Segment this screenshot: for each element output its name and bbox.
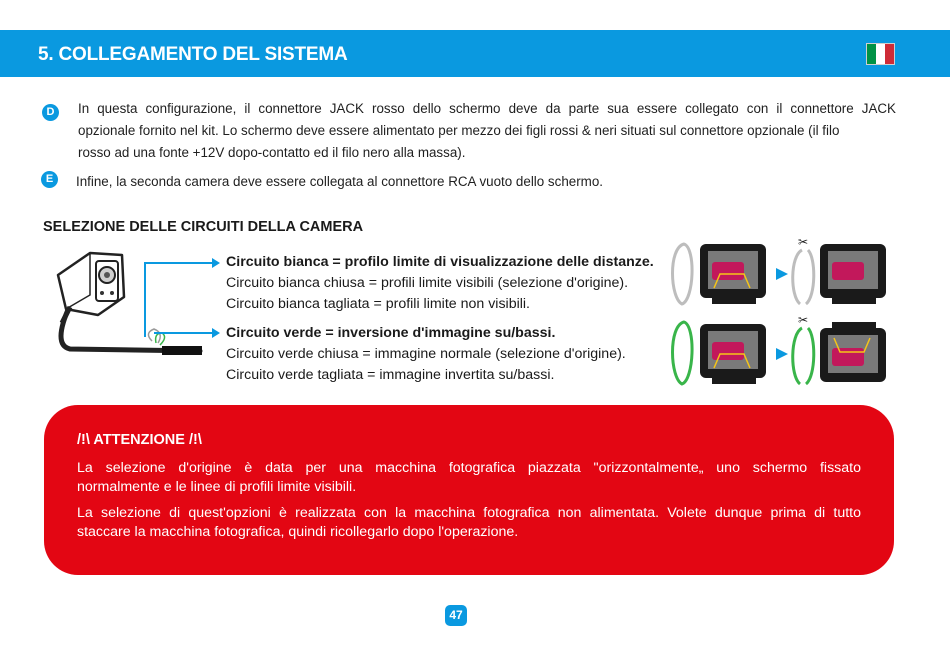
page-title: 5. COLLEGAMENTO DEL SISTEMA — [38, 44, 348, 65]
white-circuit-diagram — [668, 235, 898, 310]
step-d-badge: D — [42, 104, 59, 121]
white-circuit-cut: Circuito bianca tagliata = profili limite non visibili. — [226, 296, 530, 312]
warning-line: La selezione d'origine è data per una macchina fotografica piazzata "orizzontalmente„ uno schermo fissato — [77, 460, 861, 476]
warning-line: La selezione di quest'opzioni è realizzata con la macchina fotografica non alimentata. Volete dunque prima di tutto — [77, 505, 861, 521]
green-circuit-diagram — [668, 314, 898, 390]
warning-line: normalmente e le linee di profili limite visibili. — [77, 479, 357, 495]
step-d-line: rosso ad una fonte +12V dopo-contatto ed il filo nero alla massa). — [78, 145, 466, 160]
step-e-badge: E — [41, 171, 58, 188]
step-d-line: In questa configurazione, il connettore JACK rosso dello schermo deve da parte sua essere collegato con il connettore JACK — [78, 101, 896, 116]
step-e-text — [76, 171, 603, 193]
white-circuit-title: Circuito bianca = profilo limite di visualizzazione delle distanze. — [226, 254, 654, 270]
step-d-line: opzionale fornito nel kit. Lo schermo deve essere alimentato per mezzo dei figli rossi & neri situati sul connettore opzionale (il filo — [78, 123, 840, 138]
italian-flag-icon — [866, 43, 895, 65]
warning-paragraph-2 — [77, 504, 861, 542]
warning-title: /!\ ATTENZIONE /!\ — [77, 432, 202, 448]
warning-paragraph-1 — [77, 459, 861, 497]
pointer-arrows — [140, 255, 220, 355]
warning-line: staccare la macchina fotografica, quindi ricollegarlo dopo l'operazione. — [77, 524, 519, 540]
svg-text:✂: ✂ — [798, 313, 809, 327]
white-circuit-closed: Circuito bianca chiusa = profili limite visibili (selezione d'origine). — [226, 275, 629, 291]
green-circuit-closed: Circuito verde chiusa = immagine normale (selezione d'origine). — [226, 346, 626, 362]
svg-text:✂: ✂ — [798, 235, 809, 249]
green-circuit-title: Circuito verde = inversione d'immagine su/bassi. — [226, 325, 556, 341]
section-subtitle: SELEZIONE DELLE CIRCUITI DELLA CAMERA — [43, 219, 364, 235]
page-number: 47 — [445, 605, 467, 626]
green-circuit-cut: Circuito verde tagliata = immagine invertita su/bassi. — [226, 367, 555, 383]
step-e-line: Infine, la seconda camera deve essere collegata al connettore RCA vuoto dello schermo. — [76, 174, 604, 189]
step-d-text — [78, 98, 896, 164]
